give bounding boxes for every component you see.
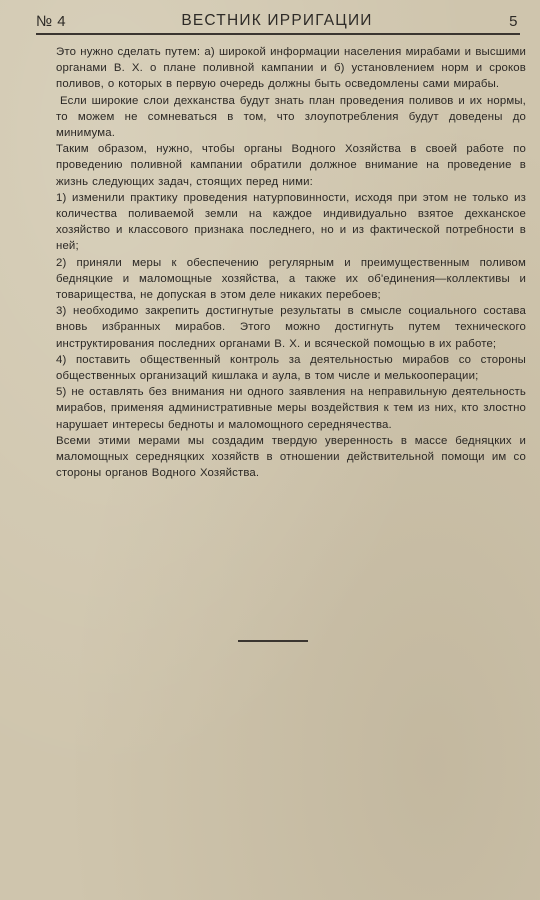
- journal-title: ВЕСТНИК ИРРИГАЦИИ: [181, 12, 373, 29]
- paragraph-1: Это нужно сделать путем: а) широкой информации населения мирабами и высшими органами В. Х. о плане поливной кампании и б) установлением норм и сроков поливов, о которых в первую очередь должны быть осведомлены сами мирабы.: [56, 46, 526, 91]
- end-divider: [238, 640, 308, 642]
- list-item-1: 1) изменили практику проведения натурповинности, исходя при этом не только из количества поливаемой земли на каждое индивидуально взятое дехканское хозяйство и классового признака последнего, но и из фактической потребности в ней;: [56, 191, 526, 253]
- issue-number: № 4: [36, 12, 67, 30]
- article-body: [56, 44, 526, 481]
- list-item-5: 5) не оставлять без внимания ни одного заявления на неправильную деятельность мирабов, применяя административные меры воздействия к тем из них, кто злостно нарушает интересы бедноты и маломощного середнячества.: [56, 386, 526, 431]
- list-item-2: 2) приняли меры к обеспечению регулярным и преимущественным поливом бедняцкие и маломощные хозяйства, а также их об'единения—коллективы и товарищества, не допуская в этом деле никаких перебоев;: [56, 256, 526, 302]
- page-header: [36, 8, 518, 34]
- paragraph-closing: Всеми этими мерами мы создадим твердую уверенность в массе бедняцких и маломощных середняцких хозяйств в отношении действительной помощи им со стороны органов Водного Хозяйства.: [56, 434, 526, 480]
- header-divider: [36, 33, 520, 35]
- list-item-4: 4) поставить общественный контроль за деятельностью мирабов со стороны общественных организаций кишлака и аула, в том числе и мелькооперации;: [56, 353, 526, 383]
- paragraph-3: Таким образом, нужно, чтобы органы Водного Хозяйства в своей работе по проведению поливной кампании обратили должное внимание на проведение в жизнь следующих задач, стоящих перед ними:: [56, 143, 526, 188]
- page-number: 5: [509, 12, 518, 30]
- paragraph-2: Если широкие слои дехканства будут знать план проведения поливов и их нормы, то можем не сомневаться в том, что злоупотребления будут доведены до минимума.: [56, 94, 526, 140]
- list-item-3: 3) необходимо закрепить достигнутые результаты в смысле социального состава вновь избранных мирабов. Этого можно достигнуть путем технического инструктирования последних органами В. Х. и всяческой помощью в их работе;: [56, 305, 526, 350]
